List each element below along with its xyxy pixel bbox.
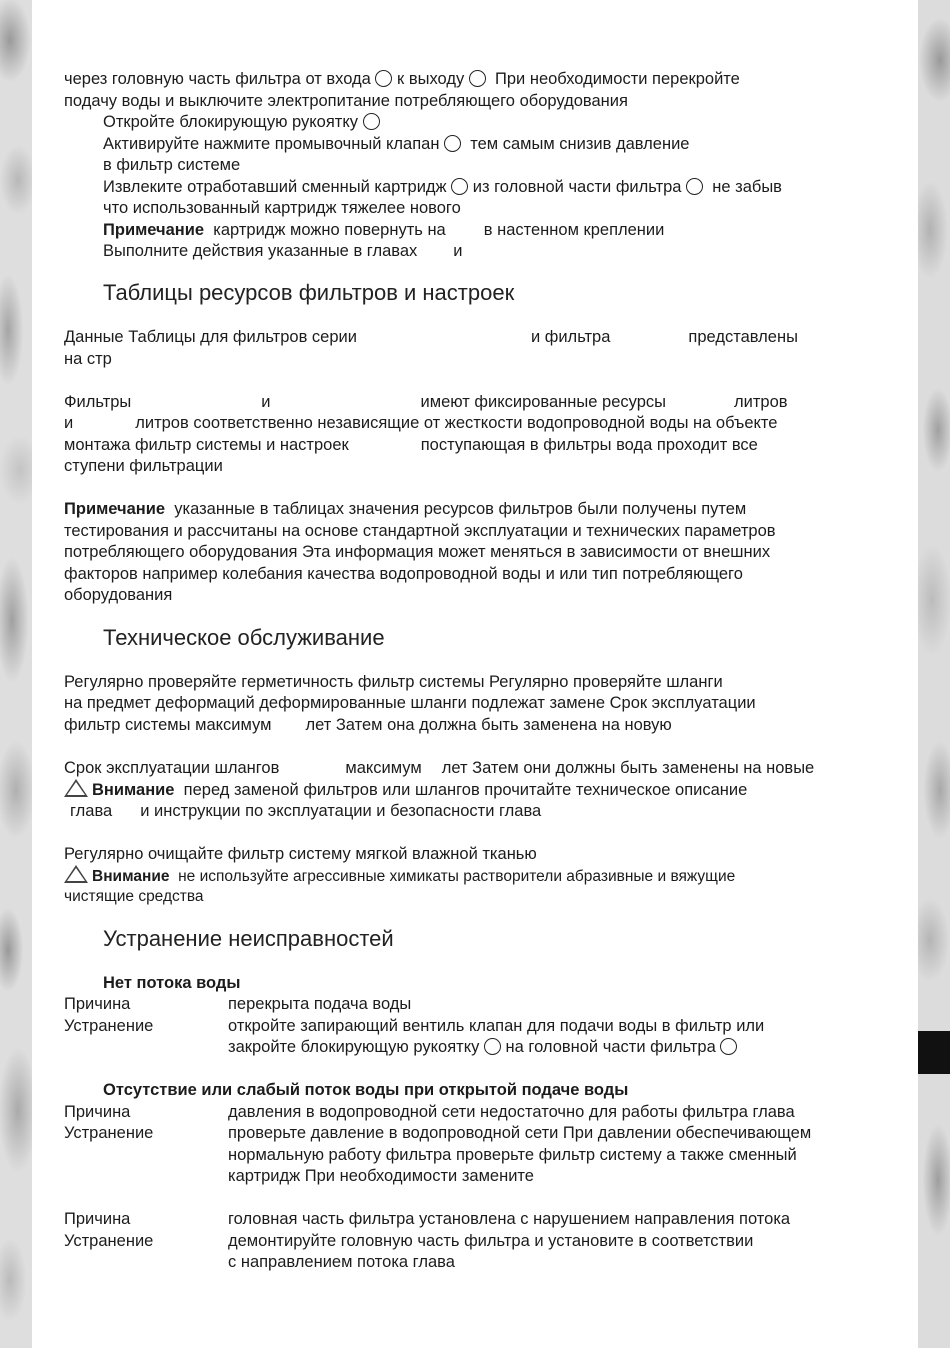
maintenance-line-2: на предмет деформаций деформированные шланги подлежат замене Срок эксплуатации <box>64 694 756 712</box>
tables-note-line-5: оборудования <box>64 586 173 604</box>
decorative-border-right <box>918 0 950 1348</box>
case-3-cause: головная часть фильтра установлена с нарушением направления потока <box>228 1210 791 1228</box>
step-remove-cartridge-cont: что использованный картридж тяжелее нового <box>103 199 461 217</box>
maintenance-warning-2-cont: чистящие средства <box>64 888 204 905</box>
case-2-title: Отсутствие или слабый поток воды при открытой подаче воды <box>103 1081 629 1099</box>
tables-para-2-line-4: ступени фильтрации <box>64 457 223 475</box>
warning-triangle-icon <box>64 779 88 797</box>
step-remove-cartridge: Извлеките отработавший сменный картридж из головной части фильтра не забыв <box>103 178 782 196</box>
decorative-border-left <box>0 0 32 1348</box>
case-3-fix-line-1: демонтируйте головную часть фильтра и установите в соответствии <box>228 1232 754 1250</box>
case-3-fix-label: Устранение <box>64 1232 154 1250</box>
case-3-fix-line-2: с направлением потока глава <box>228 1253 455 1271</box>
circle-marker-icon <box>363 113 380 130</box>
step-perform-actions: Выполните действия указанные в главах и <box>103 242 463 260</box>
maintenance-warning-1-cont: глава и инструкции по эксплуатации и безопасности глава <box>70 802 542 820</box>
case-1-title: Нет потока воды <box>103 974 241 992</box>
case-1-fix-line-1: откройте запирающий вентиль клапан для подачи воды в фильтр или <box>228 1017 765 1035</box>
case-2-cause: давления в водопроводной сети недостаточно для работы фильтра глава <box>228 1103 795 1121</box>
maintenance-line-1: Регулярно проверяйте герметичность фильтр системы Регулярно проверяйте шланги <box>64 673 723 691</box>
tables-para-1-cont: на стр <box>64 350 112 368</box>
tables-note-line-2: тестирования и рассчитаны на основе стандартной эксплуатации и технических параметров <box>64 522 776 540</box>
maintenance-warning-1: Внимание перед заменой фильтров или шлангов прочитайте техническое описание <box>64 779 747 800</box>
step-activate-valve-cont: в фильтр системе <box>103 156 241 174</box>
intro-line-1: через головную часть фильтра от входа к выходу При необходимости перекройте <box>64 70 740 88</box>
circle-marker-icon <box>375 70 392 87</box>
circle-marker-icon <box>444 135 461 152</box>
case-3-cause-label: Причина <box>64 1210 131 1228</box>
tables-note-line-4: факторов например колебания качества водопроводной воды и или тип потребляющего <box>64 565 743 583</box>
case-2-fix-line-2: нормальную работу фильтра проверьте фильтр систему а также сменный <box>228 1146 797 1164</box>
section-title-troubleshooting: Устранение неисправностей <box>103 926 394 951</box>
tables-note-line-1: Примечание указанные в таблицах значения ресурсов фильтров были получены путем <box>64 500 747 518</box>
maintenance-warning-2: Внимание не используйте агрессивные химикаты растворители абразивные и вяжущие <box>64 865 735 887</box>
case-1-cause: перекрыта подача воды <box>228 995 412 1013</box>
maintenance-hoses-line: Срок эксплуатации шлангов максимум лет Затем они должны быть заменены на новые <box>64 759 815 777</box>
tables-para-2-line-2: и литров соответственно независящие от жесткости водопроводной воды на объекте <box>64 414 778 432</box>
section-title-tables: Таблицы ресурсов фильтров и настроек <box>103 280 515 305</box>
case-2-fix-line-3: картридж При необходимости замените <box>228 1167 534 1185</box>
step-open-handle: Откройте блокирующую рукоятку <box>103 112 380 132</box>
intro-line-2: подачу воды и выключите электропитание потребляющего оборудования <box>64 92 628 110</box>
circle-marker-icon <box>484 1038 501 1055</box>
warning-triangle-icon <box>64 865 88 883</box>
circle-marker-icon <box>469 70 486 87</box>
maintenance-line-3: фильтр системы максимум лет Затем она должна быть заменена на новую <box>64 716 672 734</box>
step-activate-valve: Активируйте нажмите промывочный клапан тем самым снизив давление <box>103 135 690 153</box>
tables-note-line-3: потребляющего оборудования Эта информация может меняться в зависимости от внешних <box>64 543 771 561</box>
tables-para-2-line-3: монтажа фильтр системы и настроек поступающая в фильтры вода проходит все <box>64 436 758 454</box>
case-1-fix-line-2: закройте блокирующую рукоятку на головной части фильтра <box>228 1037 737 1057</box>
circle-marker-icon <box>451 178 468 195</box>
section-tab-marker <box>918 1031 950 1074</box>
intro-note: Примечание картридж можно повернуть на в настенном креплении <box>103 221 665 239</box>
case-1-fix-label: Устранение <box>64 1017 154 1035</box>
circle-marker-icon <box>720 1038 737 1055</box>
section-title-maintenance: Техническое обслуживание <box>103 625 385 650</box>
case-2-fix-label: Устранение <box>64 1124 154 1142</box>
maintenance-cleaning-line: Регулярно очищайте фильтр систему мягкой влажной тканью <box>64 845 537 863</box>
case-2-fix-line-1: проверьте давление в водопроводной сети При давлении обеспечивающем <box>228 1124 812 1142</box>
case-1-cause-label: Причина <box>64 995 131 1013</box>
tables-para-2: Фильтры и имеют фиксированные ресурсы литров <box>64 393 788 411</box>
circle-marker-icon <box>686 178 703 195</box>
case-2-cause-label: Причина <box>64 1103 131 1121</box>
tables-para-1: Данные Таблицы для фильтров серии и фильтра представлены <box>64 328 798 346</box>
